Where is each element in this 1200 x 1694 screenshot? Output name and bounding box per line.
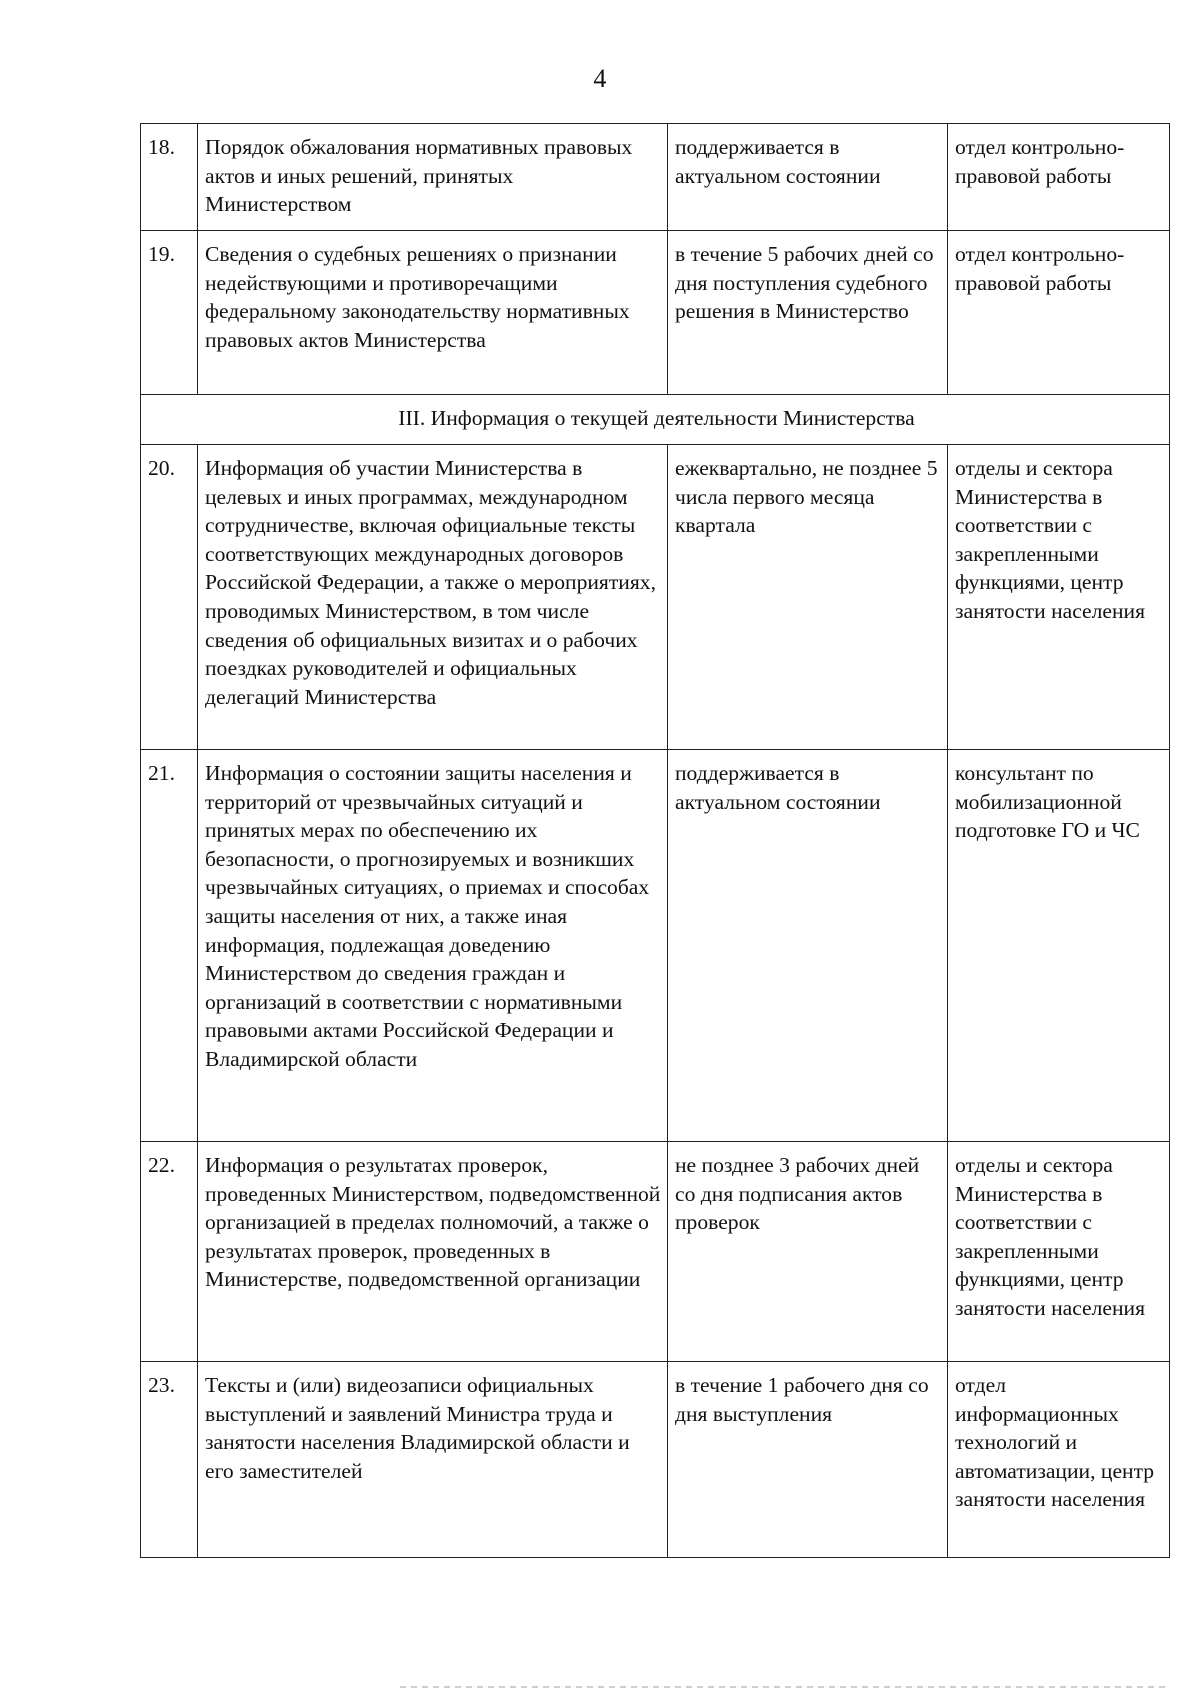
info-name: Сведения о судебных решениях о признании недействующими и противоречащими федеральному законодательству нормативных правовых актов Министерства xyxy=(198,231,668,395)
row-number: 18. xyxy=(141,124,198,231)
publication-term: поддерживается в актуальном состоянии xyxy=(668,124,948,231)
responsible-unit: отдел информационных технологий и автоматизации, центр занятости населения xyxy=(948,1362,1170,1558)
responsible-unit: отделы и сектора Министерства в соответствии с закрепленными функциями, центр занятости населения xyxy=(948,1142,1170,1362)
info-name: Порядок обжалования нормативных правовых актов и иных решений, принятых Министерством xyxy=(198,124,668,231)
section-row xyxy=(141,395,1170,445)
info-name: Тексты и (или) видеозаписи официальных выступлений и заявлений Министра труда и занятости населения Владимирской области и его заместителей xyxy=(198,1362,668,1558)
row-number: 23. xyxy=(141,1362,198,1558)
section-heading: III. Информация о текущей деятельности Министерства xyxy=(141,395,1170,445)
publication-term: поддерживается в актуальном состоянии xyxy=(668,750,948,1142)
publication-term: не позднее 3 рабочих дней со дня подписания актов проверок xyxy=(668,1142,948,1362)
info-name: Информация о состоянии защиты населения и территорий от чрезвычайных ситуаций и принятых мерах по обеспечению их безопасности, о прогнозируемых и возникших чрезвычайных ситуациях, о приемах и способах защиты населения от них, а также иная информация, подлежащая доведению Министерством до сведения граждан и организаций в соответствии с нормативными правовыми актами Российской Федерации и Владимирской области xyxy=(198,750,668,1142)
responsible-unit: консультант по мобилизационной подготовке ГО и ЧС xyxy=(948,750,1170,1142)
responsible-unit: отдел контрольно-правовой работы xyxy=(948,231,1170,395)
info-name: Информация о результатах проверок, проведенных Министерством, подведомственной организацией в пределах полномочий, а также о результатах проверок, проведенных в Министерстве, подведомственной организации xyxy=(198,1142,668,1362)
table-row xyxy=(141,750,1170,1142)
row-number: 22. xyxy=(141,1142,198,1362)
table-row xyxy=(141,231,1170,395)
table-row xyxy=(141,1142,1170,1362)
row-number: 19. xyxy=(141,231,198,395)
table-row xyxy=(141,1362,1170,1558)
table-row xyxy=(141,124,1170,231)
responsible-unit: отдел контрольно-правовой работы xyxy=(948,124,1170,231)
scan-artifact-line xyxy=(400,1686,1170,1688)
row-number: 21. xyxy=(141,750,198,1142)
table-row xyxy=(141,445,1170,750)
publication-term: в течение 5 рабочих дней со дня поступления судебного решения в Министерство xyxy=(668,231,948,395)
publication-term: в течение 1 рабочего дня со дня выступления xyxy=(668,1362,948,1558)
row-number: 20. xyxy=(141,445,198,750)
document-table xyxy=(140,123,1170,1558)
publication-term: ежеквартально, не позднее 5 числа первого месяца квартала xyxy=(668,445,948,750)
info-name: Информация об участии Министерства в целевых и иных программах, международном сотрудничестве, включая официальные тексты соответствующих международных договоров Российской Федерации, а также о мероприятиях, проводимых Министерством, в том числе сведения об официальных визитах и о рабочих поездках руководителей и официальных делегаций Министерства xyxy=(198,445,668,750)
responsible-unit: отделы и сектора Министерства в соответствии с закрепленными функциями, центр занятости населения xyxy=(948,445,1170,750)
page-number: 4 xyxy=(593,64,607,93)
